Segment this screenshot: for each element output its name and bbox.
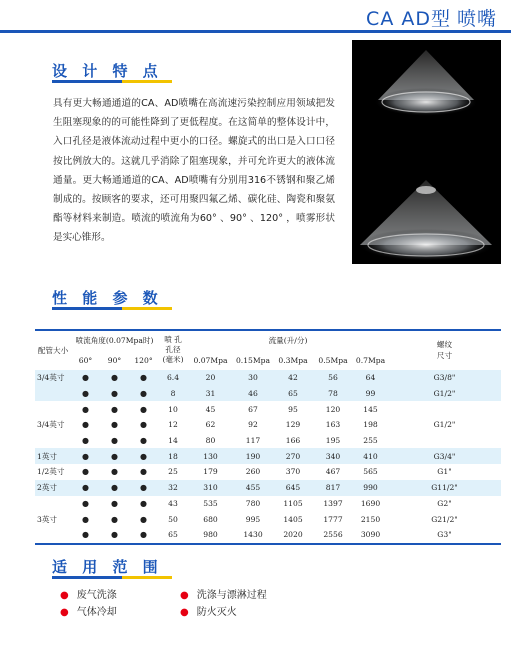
cell-flow: 1397 bbox=[323, 498, 343, 508]
applications-heading: 适 用 范 围 bbox=[52, 558, 163, 576]
cell-flow: 92 bbox=[248, 420, 258, 430]
performance-heading-underline bbox=[52, 307, 122, 310]
table-row bbox=[35, 448, 501, 464]
cell-orifice: 14 bbox=[168, 436, 178, 446]
cell-angle-dot: ● bbox=[140, 530, 147, 540]
cell-orifice: 50 bbox=[168, 514, 178, 524]
cell-pipe-size bbox=[35, 527, 71, 543]
application-label: 废气洗涤 bbox=[76, 590, 117, 601]
page-header-title bbox=[360, 4, 497, 31]
cell-flow: 260 bbox=[245, 467, 261, 477]
cell-flow: 3090 bbox=[360, 530, 381, 540]
features-heading: 设 计 特 点 bbox=[52, 62, 163, 80]
header-divider bbox=[0, 30, 511, 33]
cell-angle-dot: ● bbox=[82, 404, 89, 414]
cell-flow: 310 bbox=[188, 480, 233, 496]
table-row bbox=[35, 433, 501, 449]
header-thread-l1: 螺纹 bbox=[436, 340, 453, 349]
cell-angle-dot: ● bbox=[140, 404, 147, 414]
features-heading-underline bbox=[52, 80, 122, 83]
cell-angle-dot: ● bbox=[82, 436, 89, 446]
cell-flow: 195 bbox=[325, 436, 341, 446]
cell-angle-dot: ● bbox=[111, 420, 118, 430]
application-item bbox=[60, 586, 117, 601]
cell-orifice: 12 bbox=[168, 420, 178, 430]
header-pipe-size: 配管大小 bbox=[37, 345, 69, 355]
application-item bbox=[180, 586, 267, 601]
cell-flow: 1105 bbox=[283, 498, 303, 508]
cell-angle-dot: ● bbox=[129, 386, 158, 402]
table-row bbox=[35, 417, 501, 433]
cell-flow: 370 bbox=[285, 467, 301, 477]
cell-angle-dot: ● bbox=[71, 370, 100, 386]
cell-pipe-size: 3/4英寸 bbox=[37, 420, 65, 430]
spray-cone-photo bbox=[352, 40, 501, 264]
cell-flow: 190 bbox=[233, 448, 273, 464]
cell-angle-dot: ● bbox=[111, 436, 118, 446]
cell-angle-dot: ● bbox=[140, 420, 147, 430]
cell-pipe-size: 3/4英寸 bbox=[35, 370, 71, 386]
cell-angle-dot: ● bbox=[82, 514, 89, 524]
cell-flow: 46 bbox=[233, 386, 273, 402]
cell-angle-dot: ● bbox=[82, 530, 89, 540]
performance-heading: 性 能 参 数 bbox=[52, 289, 163, 307]
cell-flow: 467 bbox=[325, 467, 341, 477]
cell-flow: 340 bbox=[313, 448, 353, 464]
header-angle-120: 120° bbox=[134, 355, 153, 365]
header-orifice bbox=[158, 330, 188, 370]
cell-angle-dot: ● bbox=[140, 514, 147, 524]
cell-thread: G1/2" bbox=[433, 420, 456, 430]
cell-flow: 129 bbox=[285, 420, 301, 430]
header-pressure-03: 0.3Mpa bbox=[278, 355, 308, 365]
cell-pipe-size: 3英寸 bbox=[37, 514, 58, 524]
cell-orifice: 8 bbox=[158, 386, 188, 402]
cell-thread bbox=[388, 433, 501, 449]
cell-thread: G21/2" bbox=[431, 514, 458, 524]
header-spray-angle: 喷流角度(0.07Mpa时) bbox=[75, 335, 154, 345]
performance-table bbox=[35, 330, 501, 543]
cell-angle-dot: ● bbox=[82, 467, 89, 477]
header-flow: 流量(升/分) bbox=[268, 335, 308, 345]
bullet-icon: ● bbox=[60, 607, 69, 618]
features-paragraph: 具有更大畅通通道的CA、AD喷嘴在高流速污染控制应用领域把发生阻塞现象的的可能性降到了更低程度。在这简单的整体设计中，入口孔径是液体流动过程中更小的口径。螺旋式的出口是入口口径按比例放大的。这就几乎消除了阻塞现象，并可允许更大的液体流通量。更大畅通通道的CA、AD喷嘴有分别用316不锈钢和聚乙烯制成的。按顾客的要求，还可用聚四氟乙烯、碳化硅、陶瓷和聚氨酯等材料来制造。喷流的喷流角为60° 、90° 、120° ，喷雾形状是实心锥形。 bbox=[53, 98, 335, 244]
cell-angle-dot: ● bbox=[129, 480, 158, 496]
cell-orifice: 25 bbox=[168, 467, 178, 477]
header-pressure-05: 0.5Mpa bbox=[318, 355, 348, 365]
header-pressure-007: 0.07Mpa bbox=[193, 355, 228, 365]
cell-orifice: 10 bbox=[168, 404, 178, 414]
cell-angle-dot: ● bbox=[100, 386, 129, 402]
cell-angle-dot: ● bbox=[140, 498, 147, 508]
cell-orifice: 65 bbox=[168, 530, 178, 540]
header-thread-l2: 尺寸 bbox=[436, 351, 453, 360]
cell-angle-dot: ● bbox=[111, 467, 118, 477]
cell-flow: 99 bbox=[353, 386, 388, 402]
header-thread bbox=[388, 330, 501, 370]
cell-flow: 255 bbox=[363, 436, 378, 446]
table-body bbox=[35, 370, 501, 543]
cell-flow: 1777 bbox=[323, 514, 343, 524]
cell-flow: 120 bbox=[325, 404, 341, 414]
cell-flow: 56 bbox=[313, 370, 353, 386]
cell-flow: 2556 bbox=[323, 530, 343, 540]
cell-flow: 179 bbox=[203, 467, 218, 477]
cell-angle-dot: ● bbox=[111, 530, 118, 540]
cell-thread: G3/8" bbox=[388, 370, 501, 386]
cell-angle-dot: ● bbox=[71, 480, 100, 496]
cell-angle-dot: ● bbox=[111, 498, 118, 508]
cell-flow: 270 bbox=[273, 448, 313, 464]
cell-orifice: 18 bbox=[158, 448, 188, 464]
cell-pipe-size: 1/2英寸 bbox=[37, 467, 65, 477]
cell-thread: G11/2" bbox=[388, 480, 501, 496]
cell-flow: 817 bbox=[313, 480, 353, 496]
cell-flow: 198 bbox=[363, 420, 378, 430]
cell-angle-dot: ● bbox=[129, 370, 158, 386]
cell-thread: G2" bbox=[437, 498, 452, 508]
cell-flow: 30 bbox=[233, 370, 273, 386]
bullet-icon: ● bbox=[180, 607, 189, 618]
header-orifice-l2: 孔径 bbox=[165, 345, 181, 354]
table-row bbox=[35, 370, 501, 386]
cell-flow: 45 bbox=[205, 404, 216, 414]
header-orifice-l3: (毫米) bbox=[162, 355, 184, 364]
header-pressure-07: 0.7Mpa bbox=[355, 355, 386, 365]
table-row bbox=[35, 401, 501, 417]
cell-angle-dot: ● bbox=[71, 448, 100, 464]
cell-flow: 20 bbox=[188, 370, 233, 386]
cell-flow: 2150 bbox=[360, 514, 381, 524]
cell-flow: 42 bbox=[273, 370, 313, 386]
bullet-icon: ● bbox=[60, 590, 69, 601]
cell-angle-dot: ● bbox=[140, 436, 147, 446]
cell-flow: 980 bbox=[203, 530, 218, 540]
cell-flow: 645 bbox=[273, 480, 313, 496]
cell-pipe-size bbox=[35, 496, 71, 512]
applications-heading-underline bbox=[52, 576, 122, 579]
cell-flow: 2020 bbox=[283, 530, 303, 540]
cell-flow: 166 bbox=[285, 436, 301, 446]
cell-flow: 62 bbox=[205, 420, 216, 430]
cell-thread: G1/2" bbox=[388, 386, 501, 402]
cell-thread: G1" bbox=[437, 467, 452, 477]
header-pressure-015: 0.15Mpa bbox=[235, 355, 271, 365]
cell-flow: 78 bbox=[313, 386, 353, 402]
header-angle-60: 60° bbox=[78, 355, 93, 365]
cell-flow: 1430 bbox=[243, 530, 263, 540]
application-label: 防火灭火 bbox=[196, 607, 237, 618]
cell-flow: 80 bbox=[205, 436, 216, 446]
product-name: 喷嘴 bbox=[456, 8, 497, 30]
header-orifice-l1: 喷 孔 bbox=[164, 335, 182, 344]
application-label: 洗涤与漂淋过程 bbox=[196, 590, 267, 601]
application-item bbox=[180, 603, 237, 618]
cell-thread: G3/4" bbox=[388, 448, 501, 464]
cell-angle-dot: ● bbox=[129, 448, 158, 464]
table-row bbox=[35, 511, 501, 527]
cell-flow: 680 bbox=[203, 514, 218, 524]
cell-pipe-size: 1英寸 bbox=[35, 448, 71, 464]
cell-flow: 565 bbox=[363, 467, 378, 477]
cell-pipe-size bbox=[35, 433, 71, 449]
cell-flow: 145 bbox=[363, 404, 378, 414]
cell-orifice: 43 bbox=[168, 498, 178, 508]
cell-angle-dot: ● bbox=[111, 514, 118, 524]
cell-flow: 455 bbox=[233, 480, 273, 496]
cell-angle-dot: ● bbox=[100, 370, 129, 386]
cell-flow: 117 bbox=[245, 436, 261, 446]
cell-pipe-size bbox=[35, 401, 71, 417]
cell-flow: 65 bbox=[273, 386, 313, 402]
cell-thread: G3" bbox=[437, 530, 452, 540]
cell-flow: 410 bbox=[353, 448, 388, 464]
cell-angle-dot: ● bbox=[82, 498, 89, 508]
cell-flow: 95 bbox=[288, 404, 298, 414]
cell-flow: 31 bbox=[188, 386, 233, 402]
table-row bbox=[35, 386, 501, 402]
application-item bbox=[60, 603, 117, 618]
table-row bbox=[35, 496, 501, 512]
cell-flow: 1405 bbox=[283, 514, 303, 524]
cell-flow: 780 bbox=[245, 498, 261, 508]
table-row bbox=[35, 480, 501, 496]
table-row bbox=[35, 464, 501, 480]
cell-angle-dot: ● bbox=[71, 386, 100, 402]
cell-flow: 995 bbox=[245, 514, 261, 524]
cell-flow: 64 bbox=[353, 370, 388, 386]
cell-thread bbox=[388, 401, 501, 417]
cell-angle-dot: ● bbox=[111, 404, 118, 414]
cell-flow: 990 bbox=[353, 480, 388, 496]
header-angle-90: 90° bbox=[107, 355, 122, 365]
cell-angle-dot: ● bbox=[82, 420, 89, 430]
cell-pipe-size bbox=[35, 386, 71, 402]
cell-angle-dot: ● bbox=[100, 480, 129, 496]
table-row bbox=[35, 527, 501, 543]
cell-flow: 130 bbox=[188, 448, 233, 464]
cell-flow: 67 bbox=[248, 404, 258, 414]
cell-flow: 535 bbox=[203, 498, 218, 508]
application-label: 气体冷却 bbox=[76, 607, 117, 618]
table-bottom-rule bbox=[35, 543, 501, 545]
model-name: CA AD型 bbox=[366, 8, 451, 30]
cell-flow: 163 bbox=[325, 420, 341, 430]
cell-angle-dot: ● bbox=[140, 467, 147, 477]
bullet-icon: ● bbox=[180, 590, 189, 601]
cell-orifice: 6.4 bbox=[158, 370, 188, 386]
cell-orifice: 32 bbox=[158, 480, 188, 496]
cell-flow: 1690 bbox=[360, 498, 381, 508]
cell-pipe-size: 2英寸 bbox=[35, 480, 71, 496]
cell-angle-dot: ● bbox=[100, 448, 129, 464]
